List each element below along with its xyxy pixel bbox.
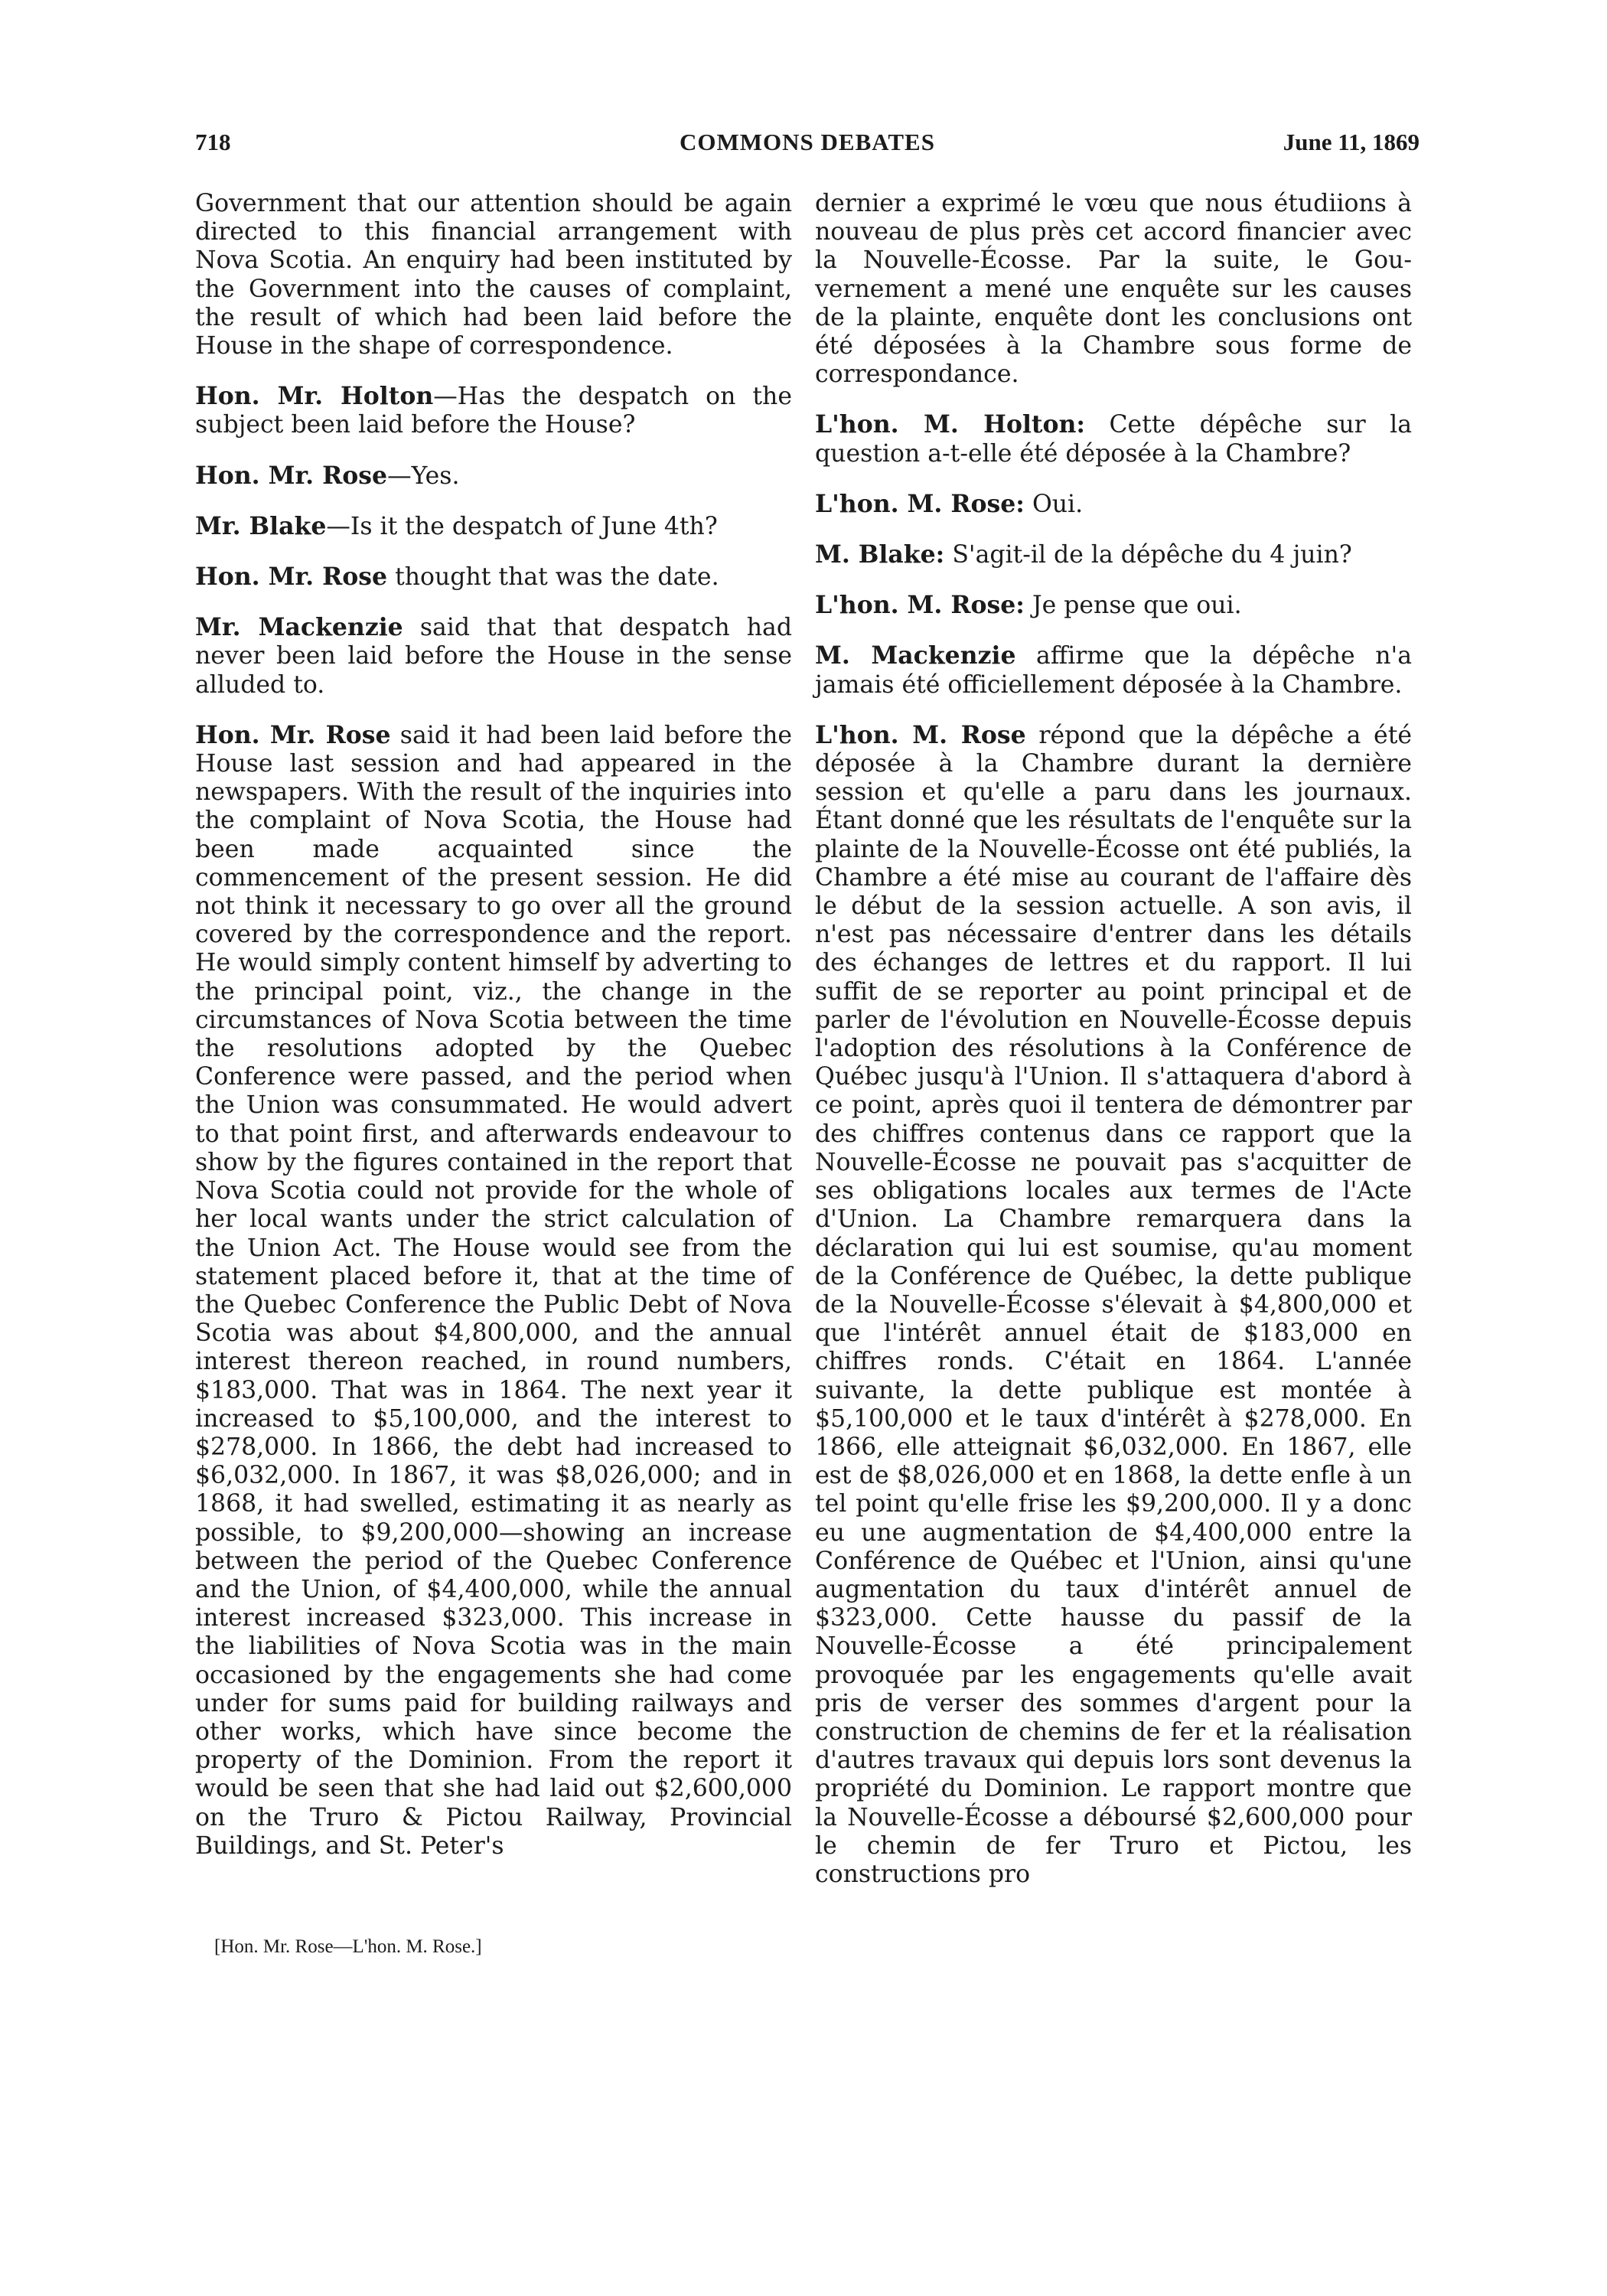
paragraph (815, 190, 1412, 389)
paragraph-text: dernier a exprimé le vœu que nous étudiions à nouveau de plus près cet accord financier avec la Nouvelle-Écosse. Par la suite, le Gouvernement a mené une enquête sur les causes de la plainte, enquête dont les conclusions ont été déposées à la Chambre sous forme de correspondance. (815, 190, 1412, 389)
speaker-name: Hon. Mr. Rose (195, 720, 391, 749)
paragraph-text: thought that was the date. (387, 563, 719, 592)
paragraph-text: répond que la dépêche a été déposée à la Chambre durant la dernière session et qu'elle a paru dans les journaux. Étant donné que les résultats de l'enquête sur la plainte de la Nouvelle-Écosse ont été publiés, la Chambre a été mise au courant de l'affaire dès le début de la session actuelle. A son avis, il n'est pas nécessaire d'entrer dans les détails des échanges de lettres et du rapport. Il lui suffit de se reporter au point principal et de parler de l'évolution en Nouvelle-Écosse depuis l'adoption des résolutions à la Conférence de Québec jusqu'à l'Union. Il s'attaquera d'abord à ce point, après quoi il tentera de démontrer par des chiffres contenus dans ce rapport que la Nouvelle-Écosse ne pouvait pas s'acquitter de ses obligations locales aux termes de l'Acte d'Union. La Chambre remarquera dans la déclaration qui lui est soumise, qu'au moment de la Conférence de Québec, la dette publique de la Nouvelle-Écosse s'élevait à $4,800,000 et que l'intérêt annuel était de $183,000 en chiffres ronds. C'était en 1864. L'année suivante, la dette publique est montée à $5,100,000 et le taux d'intérêt à $278,000. En 1866, elle atteignait $6,032,000. En 1867, elle est de $8,026,000 et en 1868, la dette enfle à un tel point qu'elle frise les $9,200,000. Il y a donc eu une augmentation de $4,400,000 entre la Conférence de Québec et l'Union, ainsi qu'une augmentation du taux d'intérêt annuel de $323,000. Cette hausse du passif de la Nouvelle-Écosse a été principalement provoquée par les engagements qu'elle avait pris de verser des sommes d'argent pour la construction de chemins de fer et la réalisation d'autres travaux qui depuis lors sont devenus la propriété du Dominion. Le rapport montre que la Nouvelle-Écosse a déboursé $2,600,000 pour le chemin de fer Truro et Pictou, les constructions pro (815, 721, 1412, 1888)
paragraph-text: said that that despatch had never been laid before the House in the sense alluded to. (195, 614, 792, 699)
speaker-name: Hon. Mr. Rose (195, 461, 388, 490)
paragraph (815, 721, 1412, 1889)
paragraph-text: Je pense que oui. (1024, 592, 1242, 620)
speaker-name: Hon. Mr. Holton (195, 382, 434, 411)
page-header (195, 129, 1420, 162)
paragraph-text: affirme que la dépêche n'a jamais été officiellement déposée à la Chambre. (815, 642, 1412, 699)
speaker-name: Hon. Mr. Rose (195, 563, 388, 592)
speaker-name: Mr. Blake (195, 511, 327, 540)
paragraph-text: —Is it the despatch of June 4th? (326, 512, 718, 540)
page-date: June 11, 1869 (1283, 129, 1420, 155)
french-column (815, 190, 1412, 1910)
paragraph (815, 410, 1412, 468)
paragraph-text: —Has the despatch on the subject been laid before the House? (195, 383, 792, 439)
paragraph (195, 461, 792, 491)
page-number: 718 (195, 129, 231, 155)
speaker-name: L'hon. M. Rose: (815, 591, 1025, 620)
paragraph (815, 641, 1412, 699)
speaker-name: M. Mackenzie (815, 641, 1016, 670)
speaker-name: Mr. Mackenzie (195, 613, 403, 642)
paragraph (195, 190, 792, 360)
paragraph (195, 721, 792, 1861)
paragraph (815, 540, 1412, 569)
paragraph-text: S'agit-il de la dépêche du 4 juin? (944, 541, 1352, 569)
page-footer: [Hon. Mr. Rose—L'hon. M. Rose.] (214, 1936, 482, 1957)
paragraph (815, 490, 1412, 519)
paragraph (195, 382, 792, 439)
paragraph-text: Cette dépêche sur la question a-t-elle été déposée à la Chambre? (815, 411, 1412, 468)
speaker-name: M. Blake: (815, 540, 945, 569)
page-title: COMMONS DEBATES (680, 129, 935, 155)
paragraph-text: Oui. (1024, 490, 1084, 518)
paragraph (195, 613, 792, 700)
speaker-name: L'hon. M. Rose (815, 720, 1026, 749)
paragraph (195, 563, 792, 592)
paragraph-text: Government that our attention should be again directed to this financial arrangement with Nova Scotia. An enquiry had been instituted by the Government into the causes of complaint, the result of which had been laid before the House in the shape of correspondence. (195, 190, 792, 360)
paragraph-text: said it had been laid before the House last session and had appeared in the newspapers. With the result of the inquiries into the complaint of Nova Scotia, the House had been made acquainted since the commencement of the present session. He did not think it necessary to go over all the ground covered by the correspondence and the report. He would simply content himself by adverting to the principal point, viz., the change in the circumstances of Nova Scotia between the time the resolutions adopted by the Quebec Conference were passed, and the period when the Union was consummated. He would advert to that point first, and afterwards endeavour to show by the figures contained in the report that Nova Scotia could not provide for the whole of her local wants under the strict calculation of the Union Act. The House would see from the statement placed before it, that at the time of the Quebec Conference the Public Debt of Nova Scotia was about $4,800,000, and the annual interest thereon reached, in round numbers, $183,000. That was in 1864. The next year it increased to $5,100,000, and the interest to $278,000. In 1866, the debt had increased to $6,032,000. In 1867, it was $8,026,000; and in 1868, it had swelled, estimating it as nearly as possible, to $9,200,000—showing an increase between the period of the Quebec Conference and the Union, of $4,400,000, while the annual interest increased $323,000. This increase in the liabilities of Nova Scotia was in the main occasioned by the engagements she had come under for sums paid for building railways and other works, which have since become the property of the Dominion. From the report it would be seen that she had laid out $2,600,000 on the Truro & Pictou Railway, Provincial Buildings, and St. Peter's (195, 721, 792, 1860)
paragraph (815, 591, 1412, 620)
paragraph-text: —Yes. (387, 461, 460, 490)
paragraph (195, 512, 792, 541)
speaker-name: L'hon. M. Holton: (815, 410, 1086, 439)
speaker-name: L'hon. M. Rose: (815, 489, 1025, 518)
english-column (195, 190, 792, 1882)
